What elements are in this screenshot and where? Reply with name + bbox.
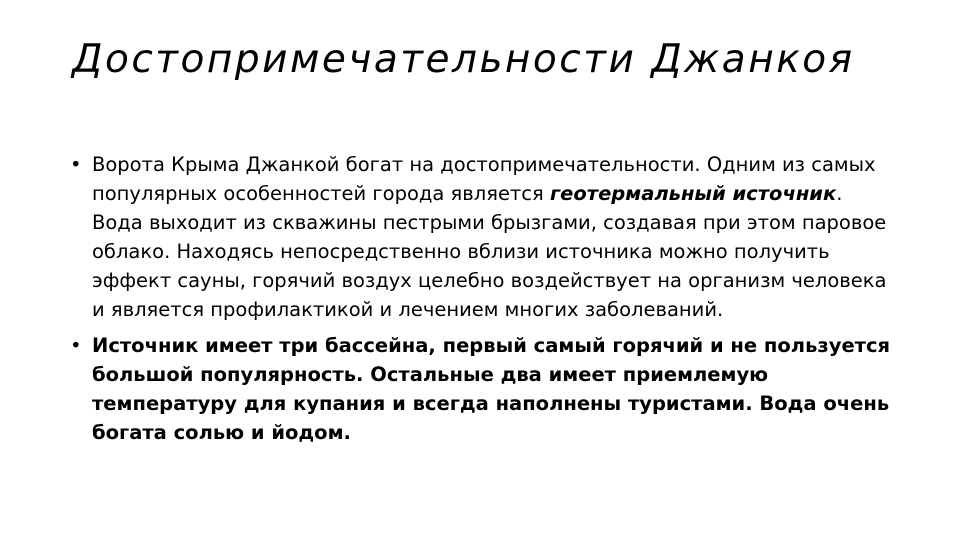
- bullet-marker-1: •: [70, 153, 82, 176]
- bullet-item-2: [70, 331, 892, 447]
- bullet-marker-2: •: [70, 334, 82, 357]
- bullet-list: [70, 150, 892, 454]
- bullet-item-1: [70, 150, 892, 324]
- bullet-1-emphasis: геотермальный источник: [549, 182, 837, 205]
- bullet-2-text: Источник имеет три бассейна, первый самый горячий и не пользуется большой популярность. Остальные два имеет приемлемую температуру для купания и всегда наполнены туристами. Вода очень богата солью и йодом.: [92, 334, 891, 444]
- bullet-1-text-after: . Вода выходит из скважины пестрыми брызгами, создавая при этом паровое облако. Находясь непосредственно вблизи источника можно получить эффект сауны, горячий воздух целебно воздействует на организм человека и является профилактикой и лечением многих заболеваний.: [92, 182, 887, 321]
- bullet-1-text-before: Ворота Крыма Джанкой богат на достопримечательности. Одним из самых популярных особенностей города является: [92, 153, 876, 205]
- slide-title: Достопримечательности Джанкоя: [72, 37, 855, 82]
